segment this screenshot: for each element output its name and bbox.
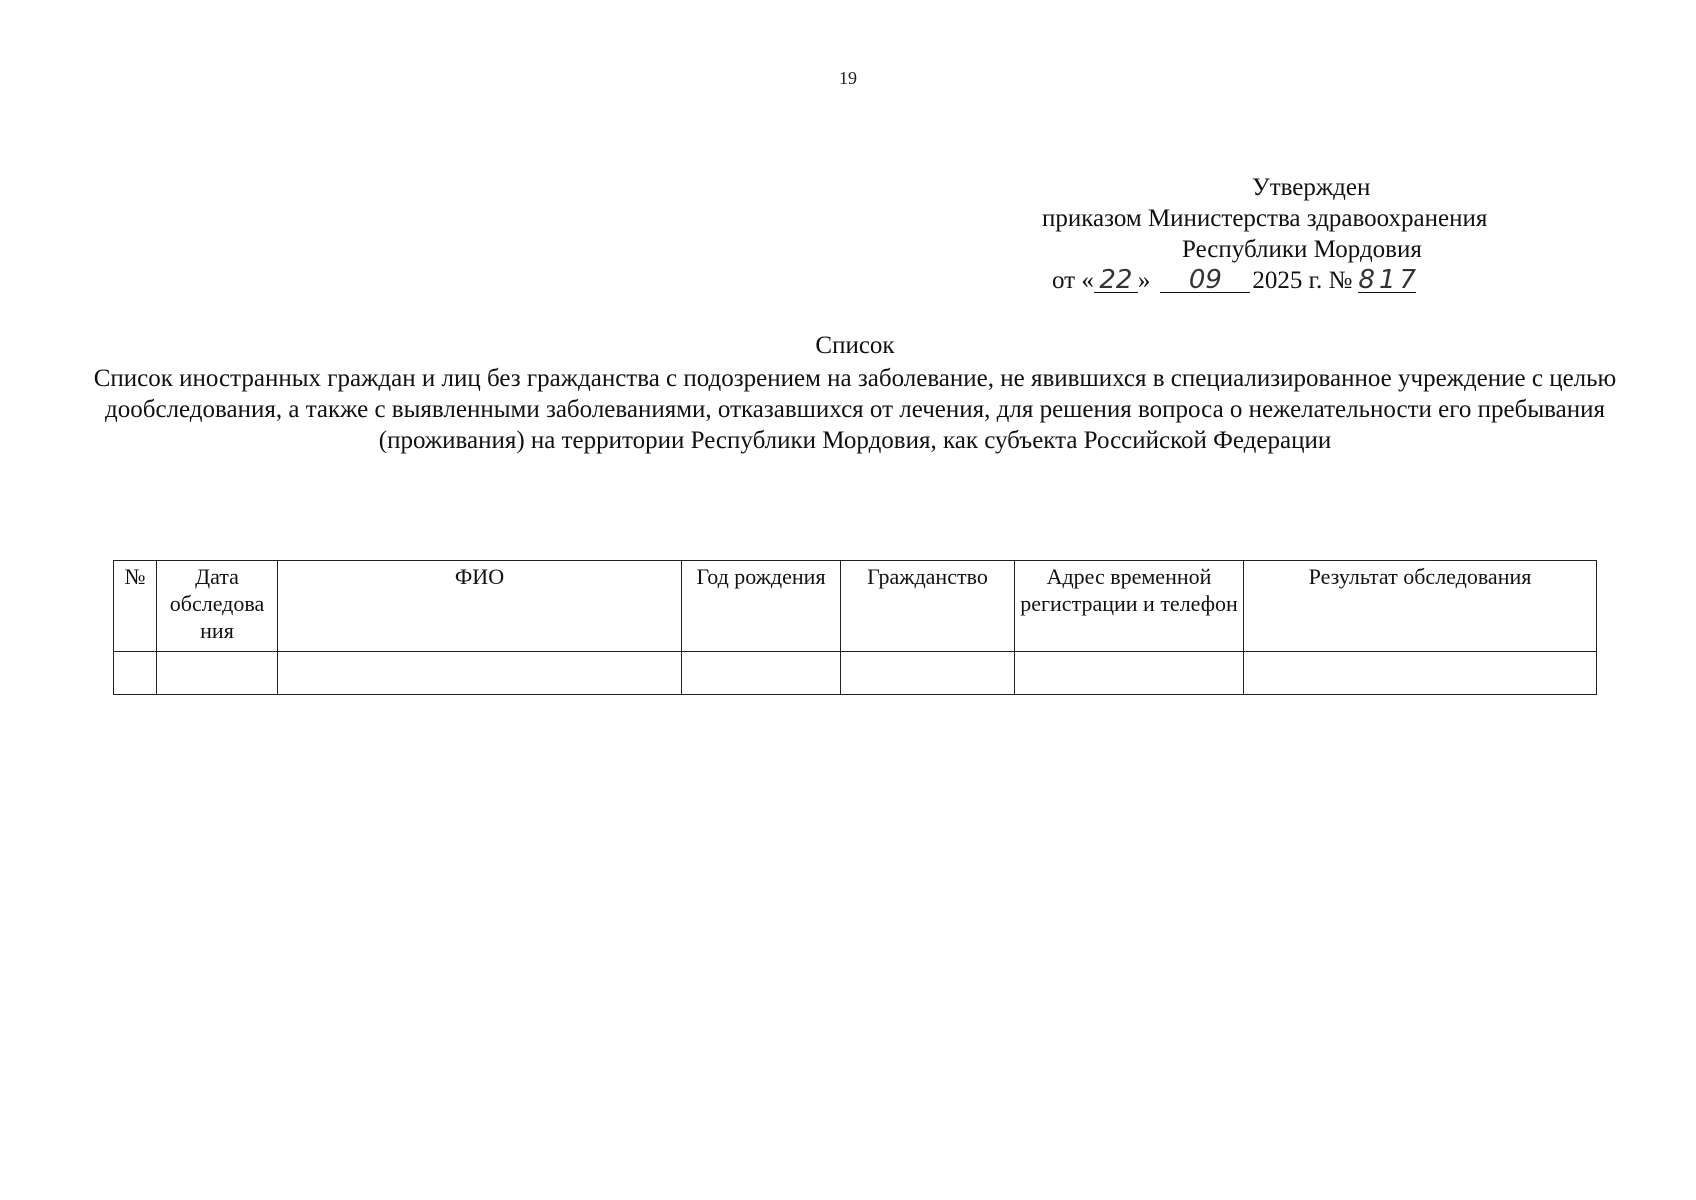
date-year-suffix: 2025 г. № [1252,267,1353,294]
handwritten-day: 22 [1094,268,1138,293]
handwritten-order-number: 817 [1358,265,1421,295]
approval-line-approved: Утвержден [1252,174,1371,201]
title-body: Список иностранных граждан и лиц без гражданства с подозрением на заболевание, не явившихся в специализированное учреждение с целью дообследования, а также с выявленными заболеваниями, отказавшихся от лечения, для решения вопроса о нежелательности его пребывания (проживания) на территории Республики Мордовия, как субъекта Российской Федерации [93,365,1617,454]
cell-exam-result [1244,652,1597,695]
approval-stamp [1030,172,1570,296]
cell-address-phone [1015,652,1244,695]
cell-exam-date [157,652,278,695]
header-exam-date: Дата обследова ния [157,561,278,652]
cell-number [114,652,157,695]
table-row [114,652,1597,695]
page-number: 19 [839,68,857,88]
date-close-quote: » [1137,267,1151,294]
header-full-name: ФИО [278,561,682,652]
cell-citizenship [841,652,1015,695]
approval-line-republic: Республики Мордовия [1182,236,1422,263]
approval-line-order: приказом Министерства здравоохранения [1042,205,1488,232]
register-table [113,560,1597,695]
header-number: № [114,561,157,652]
cell-full-name [278,652,682,695]
table-header-row [114,561,1597,652]
document-title [80,330,1630,456]
cell-birth-year [682,652,841,695]
date-prefix: от « [1052,267,1094,294]
header-address-phone: Адрес временной регистрации и телефон [1015,561,1244,652]
header-birth-year: Год рождения [682,561,841,652]
header-citizenship: Гражданство [841,561,1015,652]
header-exam-result: Результат обследования [1244,561,1597,652]
approval-date-line [1030,265,1570,296]
title-heading: Список [815,332,895,359]
handwritten-month: 09 [1160,268,1250,293]
